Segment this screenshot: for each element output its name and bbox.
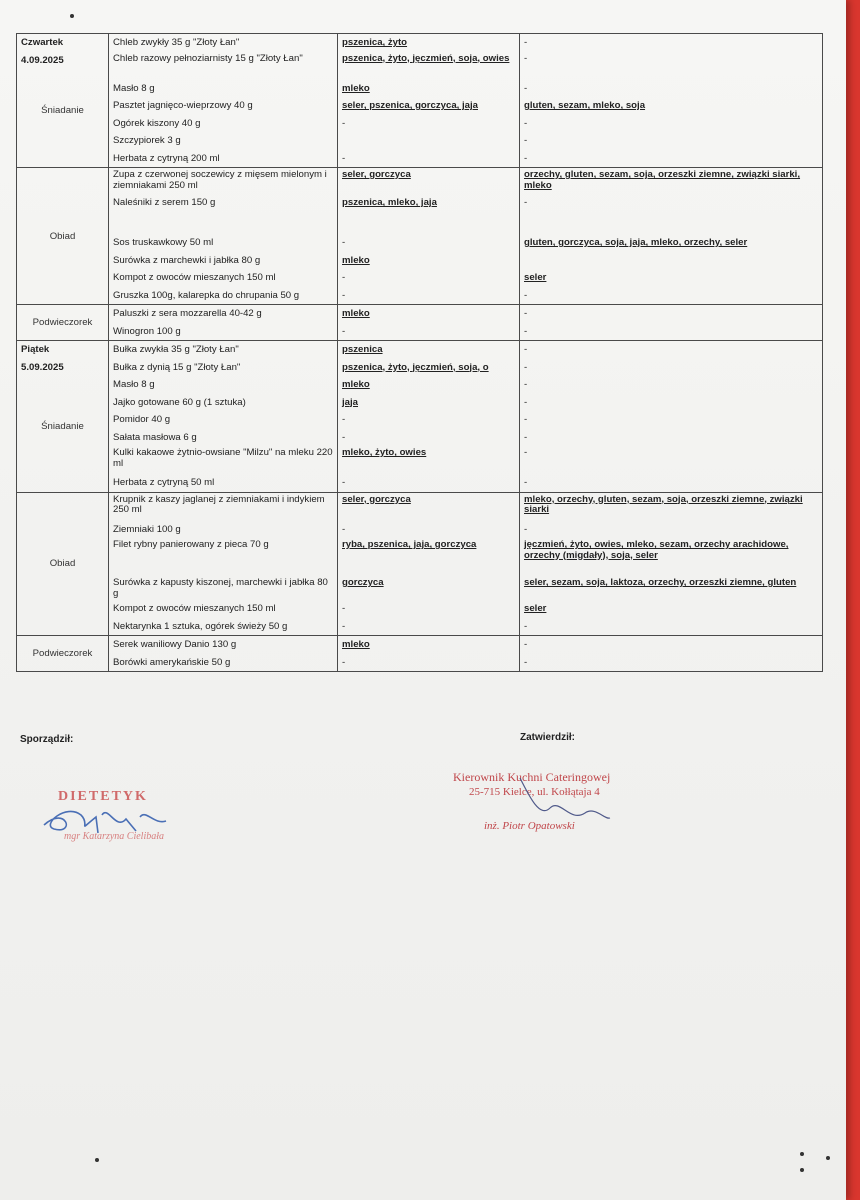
paper-speck [800, 1152, 804, 1156]
allergen-value: - [342, 325, 346, 337]
allergen-text [338, 97, 519, 115]
meal-label: Obiad [49, 558, 76, 570]
allergen-value: - [524, 414, 528, 425]
allergen-text [338, 474, 519, 492]
allergen-text [338, 618, 519, 636]
dish-name [109, 654, 337, 672]
meal-label: Podwieczorek [32, 648, 93, 659]
meal-label: Podwieczorek [32, 317, 93, 328]
meal-row [17, 636, 823, 672]
allergen-value: - [524, 135, 528, 146]
allergen-text [520, 359, 822, 377]
allergen-text [520, 323, 822, 341]
allergen-text [338, 287, 519, 305]
allergen-value: orzechy, gluten, sezam, soja, orzeszki ziemne, związki siarki, mleko [524, 169, 801, 191]
dish-cell [109, 341, 338, 493]
allergen-value: seler, pszenica, gorczyca, jaja [342, 100, 478, 111]
allergen-text [520, 97, 822, 115]
allergen-text [520, 538, 822, 576]
dish-name [109, 600, 337, 618]
dish-cell [109, 34, 338, 168]
allergen-value: - [342, 237, 346, 248]
dish-text: Masło 8 g [113, 82, 155, 94]
allergen-text [338, 576, 519, 600]
dish-name [109, 474, 337, 492]
allergen-value: mleko [342, 254, 370, 266]
allergen-cell [338, 492, 520, 636]
dish-text: Szczypiorek 3 g [113, 135, 181, 146]
day-row [17, 341, 823, 493]
allergen-text [520, 341, 822, 359]
allergen-value: - [524, 152, 528, 164]
allergen-value: pszenica, mleko, jaja [342, 197, 437, 208]
allergen-text [338, 538, 519, 576]
allergen-text [520, 132, 822, 150]
dish-name [109, 269, 337, 287]
allergen-text [520, 115, 822, 133]
allergen-value: - [342, 656, 346, 668]
meal-row [17, 168, 823, 305]
dish-text: Pomidor 40 g [113, 414, 171, 425]
allergen-cell [338, 636, 520, 672]
allergen-value: - [524, 523, 528, 535]
dish-text: Bułka zwykła 35 g "Złoty Łan" [113, 344, 239, 355]
allergen-value: - [524, 379, 528, 390]
allergen-text [338, 359, 519, 377]
allergen-value: pszenica, żyto [342, 37, 408, 48]
allergen-text [520, 411, 822, 429]
dish-cell [109, 492, 338, 636]
dish-name [109, 80, 337, 98]
allergen-value: - [524, 325, 528, 337]
allergen-text [520, 252, 822, 270]
allergen-value: - [524, 361, 528, 373]
allergen-value: mleko [342, 82, 370, 94]
allergen-text [520, 521, 822, 539]
allergen-value: - [524, 52, 528, 64]
dietitian-stamp-name: mgr Katarzyna Cielibała [64, 831, 165, 842]
allergen-text [520, 150, 822, 168]
allergen-text [338, 394, 519, 412]
dish-text: Chleb razowy pełnoziarnisty 15 g "Złoty Łan" [113, 52, 303, 64]
allergen-text [520, 234, 822, 252]
dish-text: Herbata z cytryną 50 ml [113, 477, 215, 488]
allergen-extra-cell [520, 492, 823, 636]
allergen-text [338, 115, 519, 133]
dish-name [109, 305, 337, 323]
allergen-text [338, 521, 519, 539]
allergen-value: - [524, 82, 528, 94]
allergen-value: - [342, 620, 346, 632]
allergen-value: - [524, 308, 528, 319]
dish-text: Surówka z kapusty kiszonej, marchewki i jabłka 80 g [113, 577, 328, 599]
allergen-extra-cell [520, 34, 823, 168]
kitchen-stamp [450, 768, 670, 838]
allergen-value: - [342, 523, 346, 535]
allergen-value: - [342, 117, 346, 129]
allergen-text [338, 196, 519, 234]
dish-name [109, 132, 337, 150]
dish-text: Masło 8 g [113, 379, 155, 390]
allergen-value: mleko, żyto, owies [342, 447, 427, 458]
allergen-value: seler [524, 603, 547, 614]
allergen-value: - [524, 396, 528, 408]
dish-text: Sos truskawkowy 50 ml [113, 237, 214, 248]
menu-table-body [17, 34, 823, 672]
allergen-text [338, 168, 519, 196]
dish-text: Ziemniaki 100 g [113, 523, 181, 535]
dish-name [109, 411, 337, 429]
allergen-text [338, 636, 519, 654]
allergen-text [338, 150, 519, 168]
allergen-text [520, 636, 822, 654]
dish-name [109, 359, 337, 377]
dish-text: Herbata z cytryną 200 ml [113, 152, 220, 164]
paper-speck [800, 1168, 804, 1172]
allergen-value: jęczmień, żyto, owies, mleko, sezam, orzechy arachidowe, orzechy (migdały), soja, seler [524, 539, 789, 561]
meal-label: Obiad [49, 230, 76, 242]
allergen-cell [338, 305, 520, 341]
allergen-value: - [524, 656, 528, 668]
allergen-text [338, 600, 519, 618]
dietitian-stamp-title: DIETETYK [58, 789, 148, 804]
dish-cell [109, 305, 338, 341]
dish-name [109, 394, 337, 412]
allergen-cell [338, 341, 520, 493]
kitchen-stamp-line1: Kierownik Kuchni Cateringowej [453, 770, 611, 784]
allergen-text [520, 287, 822, 305]
meal-label: Śniadanie [41, 420, 84, 432]
allergen-text [520, 600, 822, 618]
allergen-value: mleko [342, 379, 370, 390]
allergen-text [338, 234, 519, 252]
allergen-text [520, 269, 822, 287]
dish-name [109, 168, 337, 196]
allergen-value: - [342, 431, 346, 443]
allergen-value: - [524, 447, 528, 458]
allergen-text [520, 80, 822, 98]
dish-text: Gruszka 100g, kalarepka do chrupania 50 g [113, 289, 300, 301]
dish-name [109, 252, 337, 270]
allergen-value: mleko [342, 308, 370, 319]
allergen-value: mleko, orzechy, gluten, sezam, soja, orzeszki ziemne, związki siarki [524, 493, 803, 515]
meal-cell [17, 341, 109, 493]
allergen-value: - [524, 344, 528, 355]
dish-text: Zupa z czerwonej soczewicy z mięsem mielonym i ziemniakami 250 ml [113, 169, 327, 191]
allergen-text [338, 132, 519, 150]
meal-cell [17, 168, 109, 305]
allergen-text [338, 376, 519, 394]
allergen-value: gluten, gorczyca, soja, jaja, mleko, orzechy, seler [524, 237, 748, 248]
dish-text: Kompot z owoców mieszanych 150 ml [113, 272, 276, 283]
allergen-value: - [524, 431, 528, 443]
dish-name [109, 493, 337, 521]
allergen-value: seler, sezam, soja, laktoza, orzechy, orzeszki ziemne, gluten [524, 577, 797, 588]
allergen-text [338, 305, 519, 323]
allergen-text [520, 52, 822, 80]
allergen-extra-cell [520, 305, 823, 341]
allergen-text [520, 196, 822, 234]
allergen-text [338, 252, 519, 270]
allergen-text [520, 493, 822, 521]
allergen-value: jaja [342, 396, 359, 408]
allergen-text [520, 168, 822, 196]
dish-name [109, 150, 337, 168]
allergen-text [520, 394, 822, 412]
meal-cell [17, 492, 109, 636]
dish-text: Sałata masłowa 6 g [113, 431, 197, 443]
allergen-extra-cell [520, 636, 823, 672]
dish-name [109, 287, 337, 305]
dish-text: Naleśniki z serem 150 g [113, 197, 216, 208]
dish-name [109, 576, 337, 600]
allergen-text [520, 618, 822, 636]
allergen-value: - [342, 289, 346, 301]
day-row [17, 34, 823, 168]
meal-row [17, 492, 823, 636]
dish-name [109, 323, 337, 341]
paper-speck [95, 1158, 99, 1162]
allergen-value: - [342, 603, 346, 614]
allergen-text [520, 654, 822, 672]
allergen-text [520, 429, 822, 447]
paper-speck [70, 14, 74, 18]
dish-text: Borówki amerykańskie 50 g [113, 656, 231, 668]
dish-name [109, 538, 337, 576]
allergen-value: - [524, 477, 528, 488]
allergen-extra-cell [520, 168, 823, 305]
meal-cell [17, 34, 109, 168]
dish-name [109, 52, 337, 80]
day-date: 5.09.2025 [21, 362, 64, 373]
dish-text: Pasztet jagnięco-wieprzowy 40 g [113, 100, 253, 111]
allergen-text [338, 654, 519, 672]
dish-text: Nektarynka 1 sztuka, ogórek świeży 50 g [113, 620, 288, 632]
meal-row [17, 305, 823, 341]
allergen-text [338, 80, 519, 98]
dish-name [109, 97, 337, 115]
allergen-value: gluten, sezam, mleko, soja [524, 100, 646, 111]
dish-text: Winogron 100 g [113, 325, 181, 337]
allergen-text [520, 305, 822, 323]
dish-name [109, 341, 337, 359]
allergen-text [338, 323, 519, 341]
allergen-value: - [524, 289, 528, 301]
dish-text: Paluszki z sera mozzarella 40-42 g [113, 308, 262, 319]
dish-text: Filet rybny panierowany z pieca 70 g [113, 539, 269, 550]
menu-table [16, 33, 823, 672]
allergen-value: pszenica [342, 344, 383, 355]
dish-text: Kulki kakaowe żytnio-owsiane "Milzu" na mleku 220 ml [113, 447, 333, 469]
dish-name [109, 446, 337, 474]
dish-name [109, 34, 337, 52]
allergen-value: pszenica, żyto, jęczmień, soja, owies [342, 52, 510, 64]
dish-text: Jajko gotowane 60 g (1 sztuka) [113, 396, 246, 408]
allergen-value: - [524, 639, 528, 650]
dish-cell [109, 168, 338, 305]
meal-cell [17, 305, 109, 341]
allergen-extra-cell [520, 341, 823, 493]
paper-speck [826, 1156, 830, 1160]
dish-text: Surówka z marchewki i jabłka 80 g [113, 254, 261, 266]
allergen-text [338, 493, 519, 521]
allergen-cell [338, 168, 520, 305]
meal-label: Śniadanie [41, 105, 84, 116]
allergen-text [338, 429, 519, 447]
dish-cell [109, 636, 338, 672]
allergen-text [520, 576, 822, 600]
dish-text: Serek waniliowy Danio 130 g [113, 639, 237, 650]
allergen-text [338, 269, 519, 287]
allergen-cell [338, 34, 520, 168]
allergen-value: seler, gorczyca [342, 169, 411, 180]
meal-cell [17, 636, 109, 672]
dish-name [109, 115, 337, 133]
dish-name [109, 234, 337, 252]
allergen-text [338, 52, 519, 80]
day-date: 4.09.2025 [21, 55, 64, 66]
allergen-text [338, 411, 519, 429]
allergen-text [520, 376, 822, 394]
kitchen-signature [500, 768, 630, 828]
allergen-value: ryba, pszenica, jaja, gorczyca [342, 539, 477, 550]
prepared-by-label: Sporządził: [20, 734, 74, 745]
allergen-value: - [342, 414, 346, 425]
allergen-text [520, 34, 822, 52]
day-name: Piątek [21, 344, 50, 355]
dietitian-stamp [30, 785, 200, 855]
allergen-value: seler [524, 272, 547, 283]
allergen-value: - [342, 152, 346, 164]
dish-text: Bułka z dynią 15 g "Złoty Łan" [113, 361, 241, 373]
allergen-value: - [524, 197, 528, 208]
kitchen-stamp-name: inż. Piotr Opatowski [484, 820, 575, 832]
allergen-text [338, 341, 519, 359]
dish-text: Kompot z owoców mieszanych 150 ml [113, 603, 276, 614]
dish-text: Ogórek kiszony 40 g [113, 117, 201, 129]
dish-text: Krupnik z kaszy jaglanej z ziemniakami i indykiem 250 ml [113, 493, 325, 515]
allergen-value: - [342, 272, 346, 283]
allergen-value: - [524, 37, 528, 48]
allergen-text [338, 446, 519, 474]
allergen-value: mleko [342, 639, 370, 650]
allergen-value: - [524, 117, 528, 129]
dish-name [109, 376, 337, 394]
dish-text: Chleb zwykły 35 g "Złoty Łan" [113, 37, 240, 48]
allergen-value: - [342, 477, 346, 488]
dish-name [109, 429, 337, 447]
dish-name [109, 618, 337, 636]
dish-name [109, 636, 337, 654]
dish-name [109, 196, 337, 234]
allergen-value: gorczyca [342, 577, 384, 588]
day-name: Czwartek [21, 37, 64, 48]
allergen-value: seler, gorczyca [342, 493, 411, 505]
approved-by-label: Zatwierdził: [520, 732, 576, 743]
allergen-value: pszenica, żyto, jęczmień, soja, o [342, 361, 489, 373]
kitchen-stamp-line2: 25-715 Kielce, ul. Kołłątaja 4 [469, 786, 600, 798]
allergen-text [520, 446, 822, 474]
allergen-value: - [524, 620, 528, 632]
dish-name [109, 521, 337, 539]
allergen-text [520, 474, 822, 492]
allergen-text [338, 34, 519, 52]
